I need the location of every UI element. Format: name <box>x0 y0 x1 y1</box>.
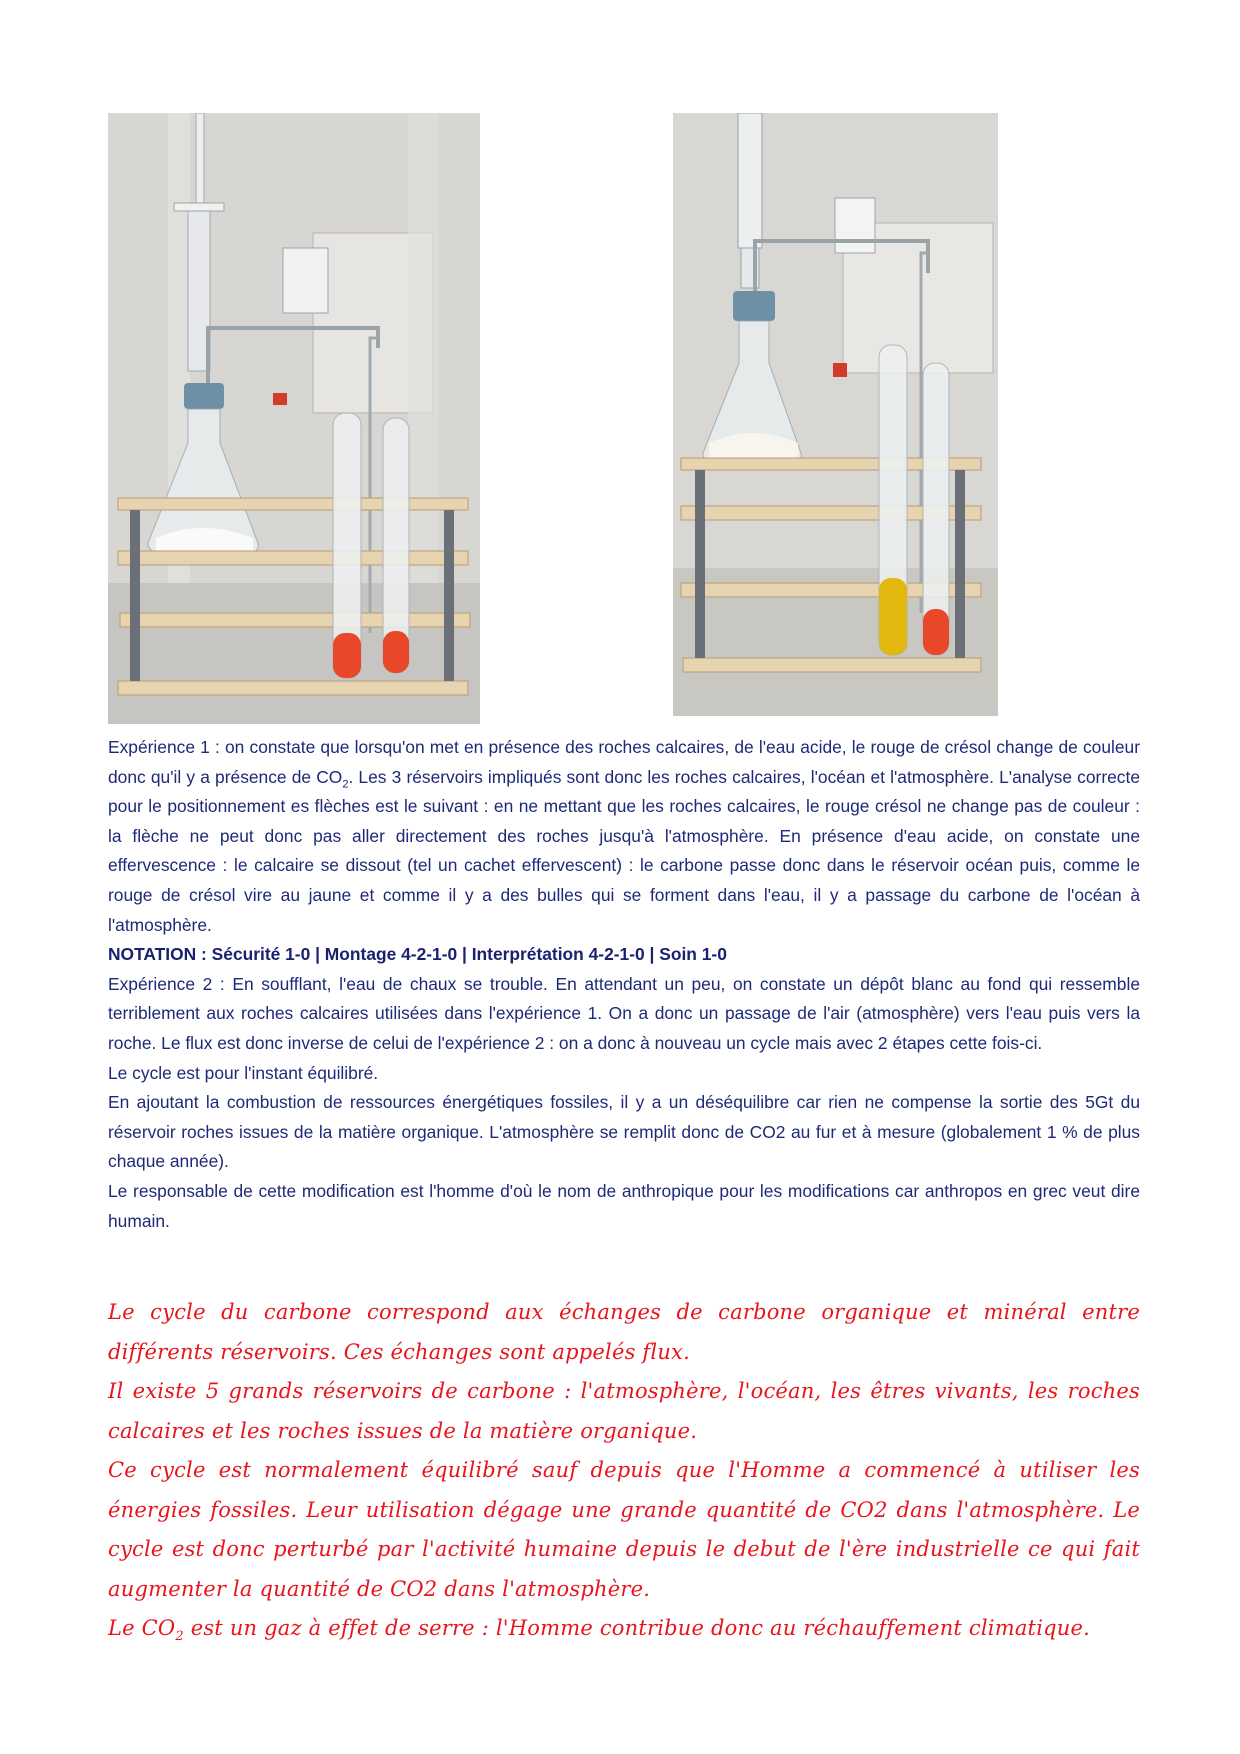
handwritten-paragraph-2: Il existe 5 grands réservoirs de carbone : l'atmosphère, l'océan, les êtres vivants, les roches calcaires et les roches issues de la matière organique. <box>108 1379 1140 1443</box>
cycle-balanced-line: Le cycle est pour l'instant équilibré. <box>108 1062 379 1083</box>
notation-line: NOTATION : Sécurité 1-0 | Montage 4-2-1-0 | Interprétation 4-2-1-0 | Soin 1-0 <box>108 944 727 965</box>
handwritten-paragraph-3: Ce cycle est normalement équilibré sauf depuis que l'Homme a commencé à utiliser les énergies fossiles. Leur utilisation dégage une grande quantité de CO2 dans l'atmosphère. Le cycle est donc perturbé par l'activité humaine depuis le debut de l'ère industrielle ce qui fait augmenter la quantité de CO2 dans l'atmosphère. <box>108 1458 1140 1601</box>
responsible-paragraph: Le responsable de cette modification est l'homme d'où le nom de anthropique pour les modifications car anthropos en grec veut dire humain. <box>108 1180 1140 1231</box>
experiment-2-paragraph: Expérience 2 : En soufflant, l'eau de chaux se trouble. En attendant un peu, on constate un dépôt blanc au fond qui ressemble terriblement aux roches calcaires utilisées dans l'expérience 1. On a donc un passage de l'air (atmosphère) vers l'eau puis vers la roche. Le flux est donc inverse de celui de l'expérience 2 : on a donc à nouveau un cycle mais avec 2 étapes cette fois-ci. <box>108 973 1140 1053</box>
fossil-paragraph: En ajoutant la combustion de ressources énergétiques fossiles, il y a un déséquilibre car rien ne compense la sortie des 5Gt du réservoir roches issues de la matière organique. L'atmosphère se remplit donc de CO2 au fur et à mesure (globalement 1 % de plus chaque année). <box>108 1092 1140 1172</box>
experiment-1-photo <box>108 113 480 724</box>
experiment-2-photo <box>673 113 998 716</box>
experiment-1-paragraph: Expérience 1 : on constate que lorsqu'on met en présence des roches calcaires, de l'eau acide, le rouge de crésol change de couleur donc qu'il y a présence de $CO_2$. Les 3 réservoirs impliqués sont donc les roches calcaires, l'océan et l'atmosphère. L'analyse correcte pour le positionnement es flèches est le suivant : en ne mettant que les roches calcaires, le rouge crésol ne change pas de couleur : la flèche ne peut donc pas aller directement des roches jusqu'à l'atmosphère. En présence d'eau acide, on constate une effervescence : le calcaire se dissout (tel un cachet effervescent) : le carbone passe donc dans le réservoir océan puis, comme le rouge de crésol vire au jaune et comme il y a des bulles qui se forment dans l'eau, il y a passage du carbone de l'océan à l'atmosphère. <box>108 737 1140 935</box>
handwritten-paragraph-4: Le $CO_2$ est un gaz à effet de serre : l'Homme contribue donc au réchauffement climatique. <box>108 1616 1090 1645</box>
handwritten-conclusion <box>108 1293 1140 1649</box>
typed-text-block <box>108 733 1140 1236</box>
handwritten-paragraph-1: Le cycle du carbone correspond aux échanges de carbone organique et minéral entre différents réservoirs. Ces échanges sont appelés flux. <box>108 1300 1140 1364</box>
